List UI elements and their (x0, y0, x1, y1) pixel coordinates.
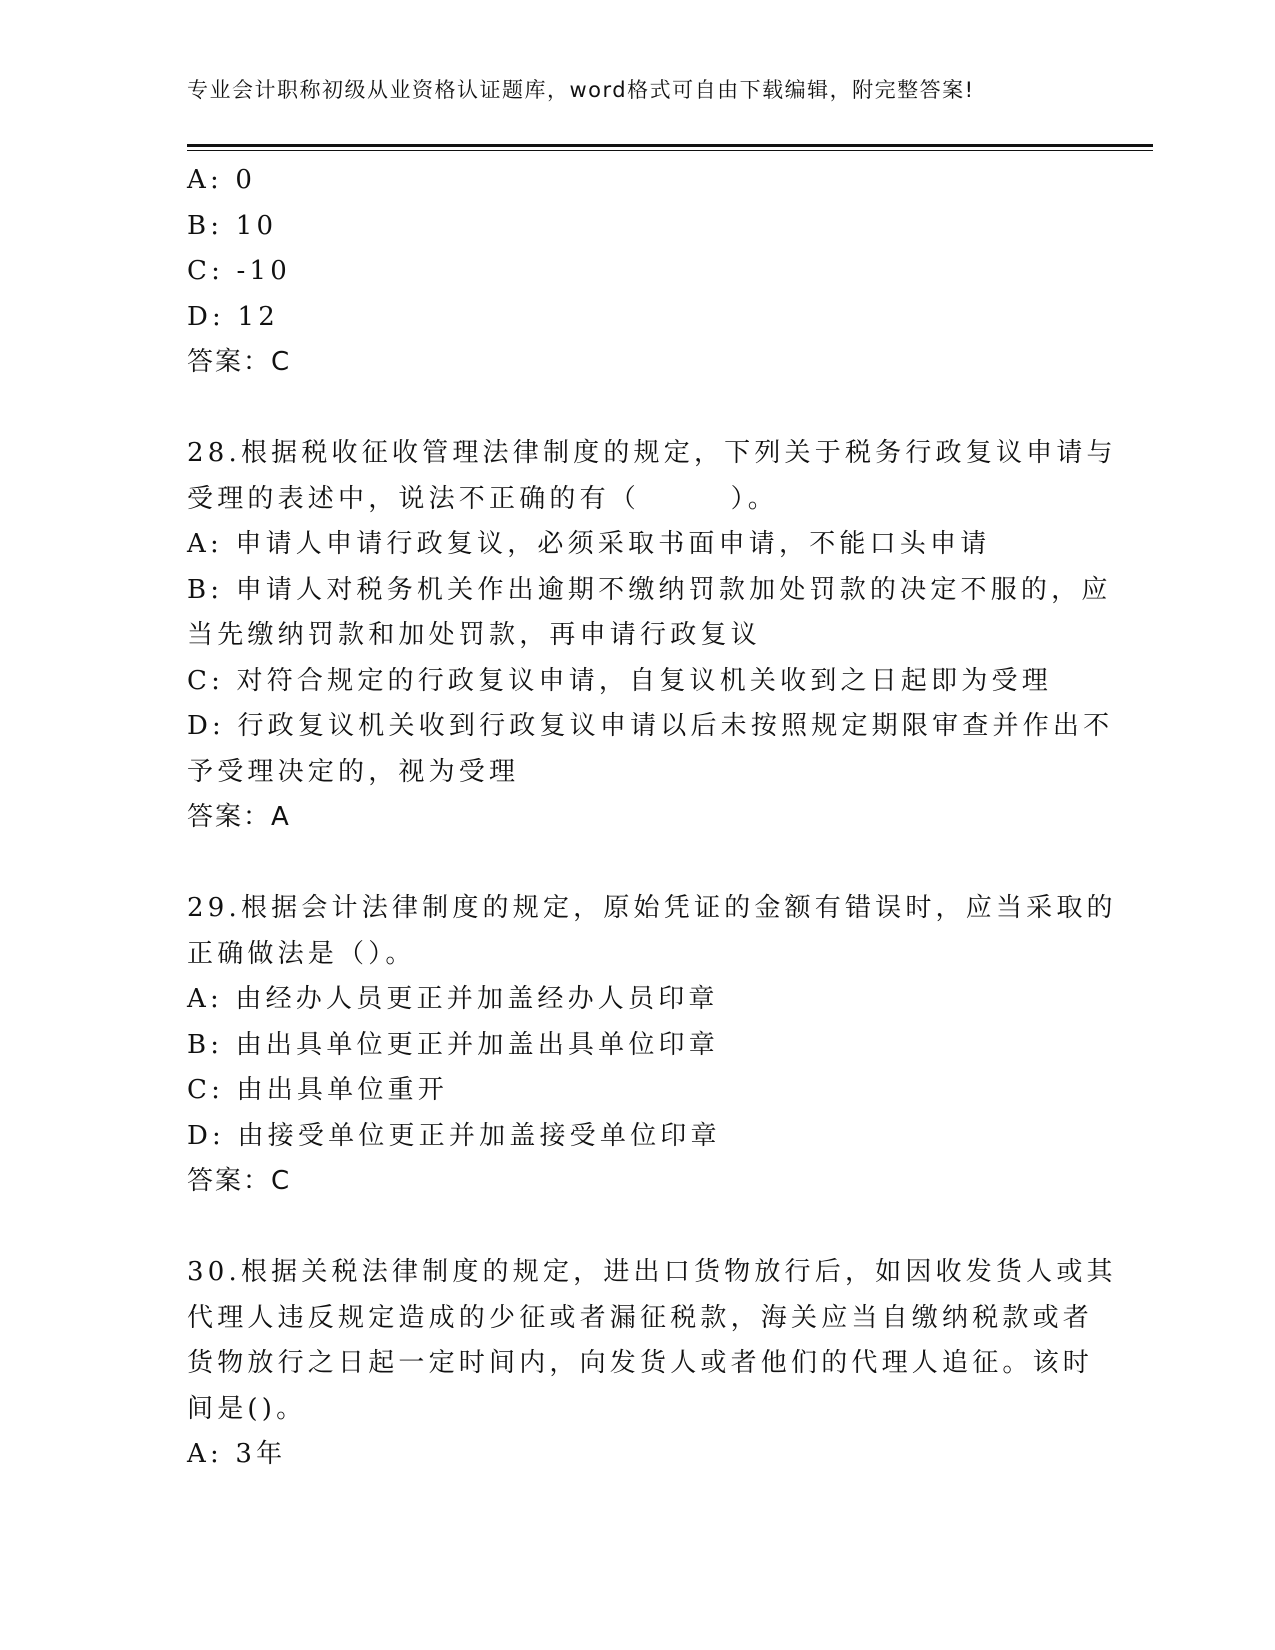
q28-option-d-line-2: 予受理决定的，视为受理 (187, 756, 520, 787)
spacer (187, 386, 1067, 432)
q30-stem-line-1: 30.根据关税法律制度的规定，进出口货物放行后，如因收发货人或其 (187, 1257, 1117, 1287)
q29-stem-line-1: 29.根据会计法律制度的规定，原始凭证的金额有错误时，应当采取的 (187, 893, 1117, 923)
q30-option-a: A: 3年 (187, 1439, 287, 1469)
q28-stem-line-1: 28.根据税收征收管理法律制度的规定，下列关于税务行政复议申请与 (187, 438, 1117, 468)
q28-option-b-line-1: B: 申请人对税务机关作出逾期不缴纳罚款加处罚款的决定不服的，应 (187, 574, 1112, 605)
q27-option-c: C: -10 (187, 256, 291, 286)
q30-stem-line-4: 间是()。 (187, 1393, 307, 1424)
q27-option-a: A: 0 (187, 165, 257, 195)
q28-stem-line-2: 受理的表述中，说法不正确的有（ ）。 (187, 483, 779, 514)
header-rule-thin (187, 150, 1153, 151)
q29-stem-line-2: 正确做法是（）。 (187, 938, 416, 969)
page-header: 专业会计职称初级从业资格认证题库，word格式可自由下载编辑，附完整答案! (187, 78, 975, 102)
q27-answer: 答案：C (187, 347, 292, 377)
q29-option-a: A: 由经办人员更正并加盖经办人员印章 (187, 984, 719, 1014)
q28-option-d-line-1: D: 行政复议机关收到行政复议申请以后未按照规定期限审查并作出不 (187, 711, 1114, 741)
q28-answer: 答案：A (187, 802, 291, 832)
q28-option-c: C: 对符合规定的行政复议申请，自复议机关收到之日起即为受理 (187, 665, 1052, 696)
header-rule-thick (187, 144, 1153, 147)
q29-option-b: B: 由出具单位更正并加盖出具单位印章 (187, 1029, 719, 1060)
q30-stem-line-3: 货物放行之日起一定时间内，向发货人或者他们的代理人追征。该时 (187, 1348, 1094, 1378)
question-content (187, 158, 1117, 1478)
q28-option-a: A: 申请人申请行政复议，必须采取书面申请，不能口头申请 (187, 529, 991, 559)
q29-answer: 答案：C (187, 1166, 292, 1196)
q28-option-b-line-2: 当先缴纳罚款和加处罚款，再申请行政复议 (187, 620, 761, 650)
q29-option-d: D: 由接受单位更正并加盖接受单位印章 (187, 1120, 721, 1151)
q27-option-b: B: 10 (187, 210, 278, 241)
q30-stem-line-2: 代理人违反规定造成的少征或者漏征税款，海关应当自缴纳税款或者 (187, 1302, 1094, 1333)
q29-option-c: C: 由出具单位重开 (187, 1075, 448, 1105)
q27-option-d: D: 12 (187, 301, 279, 332)
spacer (187, 1205, 1067, 1251)
spacer (187, 841, 1067, 887)
